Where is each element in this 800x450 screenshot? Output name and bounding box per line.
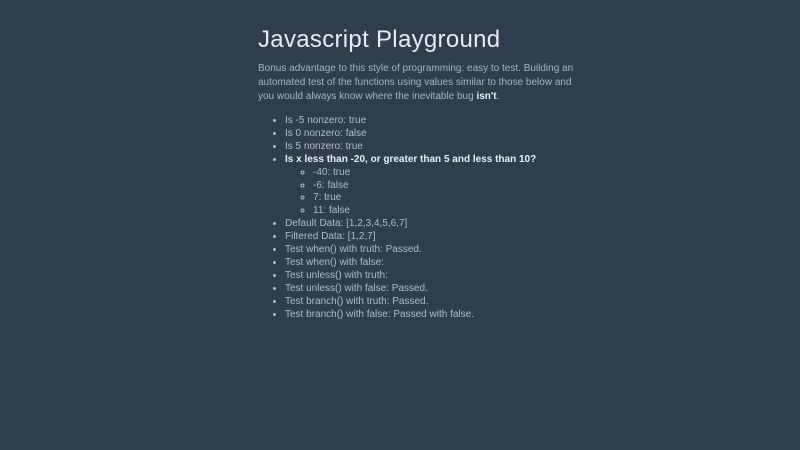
list-item-text: Test branch() with truth: Passed.: [285, 295, 429, 307]
intro-suffix: .: [496, 91, 500, 102]
list-item-text: -40: true: [313, 166, 351, 178]
list-item-text: Filtered Data: [1,2,7]: [285, 231, 376, 243]
list-item-text: Default Data: [1,2,3,4,5,6,7]: [285, 218, 408, 230]
list-item: [285, 141, 542, 154]
list-item: [285, 244, 542, 257]
list-item: [285, 283, 542, 296]
intro-paragraph: [258, 62, 574, 104]
list-item: [285, 309, 542, 322]
sub-list-item: [313, 205, 542, 218]
list-item: [285, 296, 542, 309]
sub-list-item: [313, 167, 542, 180]
intro-bold-word: isn't: [476, 91, 497, 102]
intro-line-2: automated test of the functions using values similar to those below and: [258, 77, 572, 88]
list-item-text: 11: false: [313, 205, 351, 217]
list-item-text: 7: true: [313, 192, 342, 204]
slide-content: [258, 0, 574, 322]
list-item-text: -6: false: [313, 179, 349, 191]
intro-line-3-text: you would always know where the inevitable bug: [258, 91, 477, 102]
page-title: Javascript Playground: [258, 26, 501, 53]
list-item-text: Test unless() with truth:: [285, 269, 388, 281]
sub-list-item: [313, 192, 542, 205]
intro-line-3: [258, 90, 542, 104]
test-results-list: [258, 115, 542, 322]
list-item-text: Test when() with truth: Passed.: [285, 244, 422, 256]
list-item: [285, 115, 542, 128]
list-item: [285, 128, 542, 141]
list-item: [285, 154, 542, 219]
list-item: [285, 231, 542, 244]
list-item-text: Test when() with false:: [285, 256, 384, 268]
list-item-text: Is -5 nonzero: true: [285, 115, 367, 126]
list-item-text: Is 0 nonzero: false: [285, 127, 367, 139]
list-item: [285, 218, 542, 231]
list-item-text: Test branch() with false: Passed with false.: [285, 308, 474, 320]
intro-line-1: Bonus advantage to this style of programming: easy to test. Building an: [258, 63, 574, 74]
list-item-text: Test unless() with false: Passed.: [285, 282, 428, 294]
sub-list-item: [313, 180, 542, 193]
list-item-text: Is 5 nonzero: true: [285, 140, 363, 152]
list-item: [285, 257, 542, 270]
sub-list: [285, 167, 542, 219]
list-item-text: Is x less than -20, or greater than 5 and less than 10?: [285, 153, 537, 165]
list-item: [285, 270, 542, 283]
